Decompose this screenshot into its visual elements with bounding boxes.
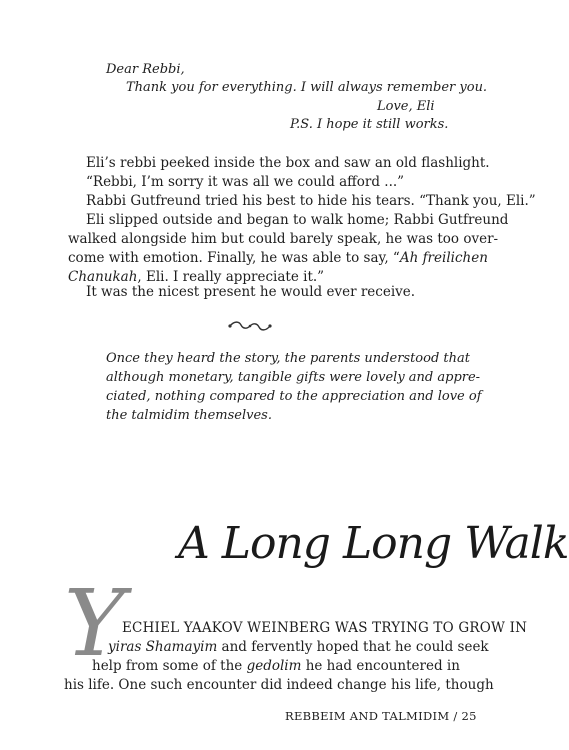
drop-cap: Y xyxy=(64,570,125,677)
chapter-text: he had encountered in xyxy=(301,658,460,674)
moral-line-2: although monetary, tangible gifts were lovely and appre- xyxy=(106,370,481,385)
story-paragraph-2: “Rebbi, I’m sorry it was all we could afford ...” xyxy=(86,174,405,190)
story-paragraph-4-line-3 xyxy=(68,250,488,266)
story-text-italic: Ah freilichen xyxy=(399,250,488,266)
moral-line-4: the talmidim themselves. xyxy=(106,408,272,423)
story-text: , Eli. I really appreciate it.” xyxy=(137,269,325,285)
letter-salutation: Dear Rebbi, xyxy=(106,62,185,77)
story-text: come with emotion. Finally, he was able to say, “ xyxy=(68,250,400,266)
chapter-text: help from some of the xyxy=(92,658,247,674)
story-paragraph-4-line-2: walked alongside him but could barely speak, he was too over- xyxy=(68,231,499,247)
page-footer xyxy=(285,709,477,723)
letter-postscript: P.S. I hope it still works. xyxy=(290,117,449,132)
story-paragraph-4-line-1: Eli slipped outside and began to walk home; Rabbi Gutfreund xyxy=(86,212,509,228)
moral-line-1: Once they heard the story, the parents understood that xyxy=(106,351,470,366)
story-paragraph-4-line-4 xyxy=(68,269,324,285)
running-head: REBBEIM AND TALMIDIM xyxy=(285,709,450,723)
story-paragraph-1: Eli’s rebbi peeked inside the box and saw an old flashlight. xyxy=(86,155,490,171)
chapter-text-italic: gedolim xyxy=(246,658,302,674)
story-paragraph-3: Rabbi Gutfreund tried his best to hide his tears. “Thank you, Eli.” xyxy=(86,193,536,209)
chapter-text-italic: yiras Shamayim xyxy=(108,639,218,655)
chapter-line-4: his life. One such encounter did indeed change his life, though xyxy=(64,677,494,693)
letter-line: Thank you for everything. I will always remember you. xyxy=(126,80,488,95)
chapter-text: and fervently hoped that he could seek xyxy=(217,639,489,655)
chapter-line-2 xyxy=(108,639,489,655)
page-number: 25 xyxy=(461,709,477,723)
chapter-title: A Long Long Walk xyxy=(178,518,569,569)
moral-line-3: ciated, nothing compared to the appreciation and love of xyxy=(106,389,482,404)
ornament-divider xyxy=(228,317,272,336)
story-text-italic: Chanukah xyxy=(68,269,138,285)
chapter-line-3 xyxy=(92,658,460,674)
chapter-line-1: ECHIEL YAAKOV WEINBERG WAS TRYING TO GROW IN xyxy=(122,620,528,636)
footer-separator: / xyxy=(449,709,462,723)
story-paragraph-5: It was the nicest present he would ever receive. xyxy=(86,284,416,300)
letter-signoff: Love, Eli xyxy=(377,99,435,114)
flourish-icon xyxy=(228,320,272,332)
